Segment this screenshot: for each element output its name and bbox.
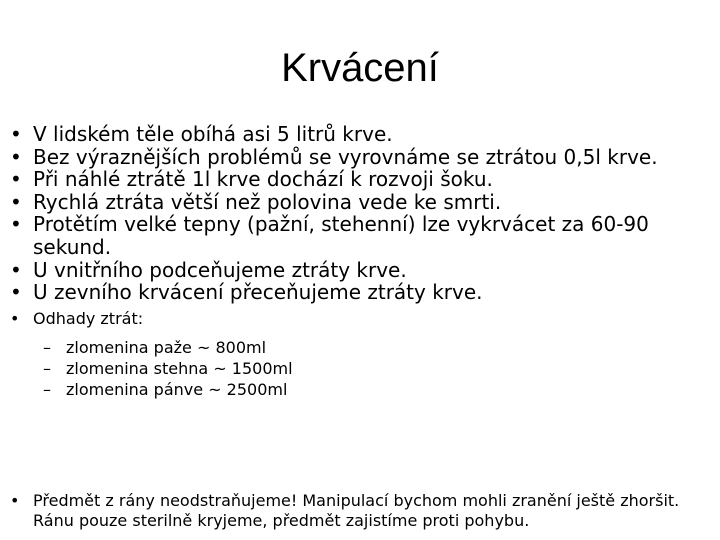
- bullet-item: • Při náhlé ztrátě 1l krve dochází k rozvoji šoku.: [8, 168, 708, 191]
- estimates-list: [33, 337, 708, 400]
- bullet-item: • Bez výraznějších problémů se vyrovnáme se ztrátou 0,5l krve.: [8, 146, 708, 169]
- bullet-item: • Protětím velké tepny (pažní, stehenní) lze vykrvácet za 60-90 sekund.: [8, 213, 708, 258]
- bullet-item: • Rychlá ztráta větší než polovina vede ke smrti.: [8, 191, 708, 214]
- estimates-heading: Odhady ztrát:: [33, 308, 144, 328]
- slide-title: Krvácení: [281, 46, 439, 90]
- estimate-item: – zlomenina pánve ~ 2500ml: [33, 379, 708, 400]
- estimate-item: – zlomenina stehna ~ 1500ml: [33, 358, 708, 379]
- bullet-list: [8, 123, 708, 400]
- bullet-item: • V lidském těle obíhá asi 5 litrů krve.: [8, 123, 708, 146]
- warning-note: • Předmět z rány neodstraňujeme! Manipulací bychom mohli zranění ještě zhoršit. Ránu pouze sterilně kryjeme, předmět zajistíme proti pohybu.: [8, 491, 720, 531]
- bullet-item: • U zevního krvácení přeceňujeme ztráty krve.: [8, 281, 708, 304]
- bullet-item: • U vnitřního podceňujeme ztráty krve.: [8, 259, 708, 282]
- estimate-item: – zlomenina paže ~ 800ml: [33, 337, 708, 358]
- estimates-bullet: [8, 310, 708, 400]
